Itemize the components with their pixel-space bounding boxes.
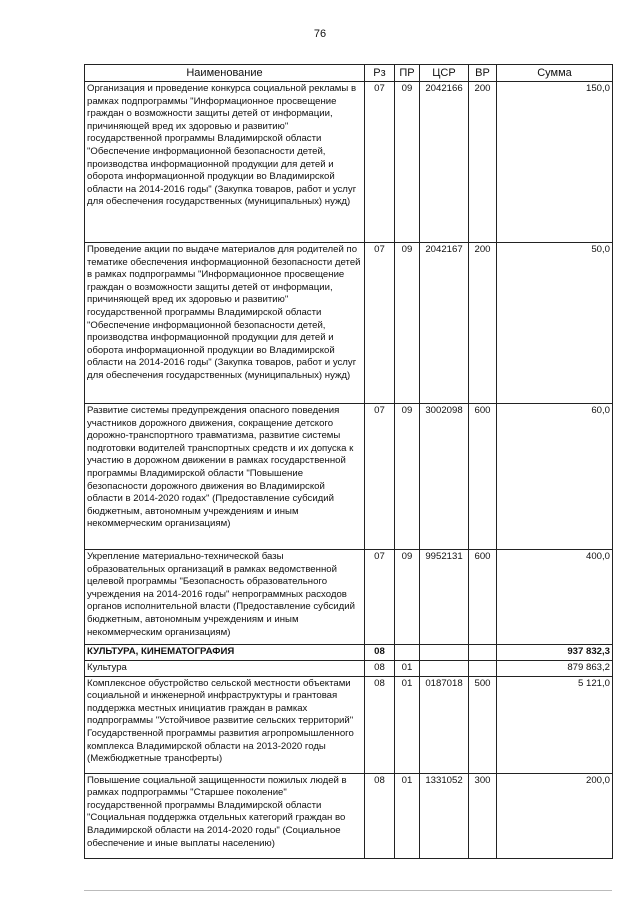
- row-sum: 50,0: [497, 243, 613, 404]
- table-row: [85, 243, 613, 404]
- header-csr: ЦСР: [420, 65, 469, 82]
- budget-table: [84, 64, 613, 859]
- row-csr: 9952131: [420, 550, 469, 645]
- table-header-row: [85, 65, 613, 82]
- row-rz: 07: [365, 404, 395, 550]
- row-name: Укрепление материально-технической базы образовательных организаций в рамках ведомственной целевой программы "Безопасность образовательного учреждения на 2014-2016 годы" непрограммных расходов органов исполнительной власти (Предоставление субсидий бюджетным, автономным учреждениям и иным некоммерческим организациям): [85, 550, 365, 645]
- header-pr: ПР: [395, 65, 420, 82]
- row-name: Проведение акции по выдаче материалов для родителей по тематике обеспечения информационной безопасности детей в рамках подпрограммы "Информационное просвещение граждан о возможности защиты детей от информации, причиняющей вред их здоровью и развитию" государственной программы Владимирской области "Обеспечение информационной безопасности детей, производства информационной продукции для детей и оборота информационной продукции во Владимирской области на 2014-2016 годы" (Закупка товаров, работ и услуг для обеспечения государственных (муниципальных) нужд): [85, 243, 365, 404]
- bottom-scan-line: [84, 890, 612, 891]
- row-vr: 300: [469, 773, 497, 858]
- row-name: Повышение социальной защищенности пожилых людей в рамках подпрограммы "Старшее поколение" государственной программы Владимирской области "Социальная поддержка отдельных категорий граждан во Владимирской области на 2014-2020 годы" (Социальное обеспечение и иные выплаты населению): [85, 773, 365, 858]
- row-name: Организация и проведение конкурса социальной рекламы в рамках подпрограммы "Информационное просвещение граждан о возможности защиты детей от информации, причиняющей вред их здоровью и развитию" государственной программы Владимирской области "Обеспечение информационной безопасности детей, производства информационной продукции для детей и оборота информационной продукции во Владимирской области на 2014-2016 годы" (Закупка товаров, работ и услуг для обеспечения государственных (муниципальных) нужд): [85, 82, 365, 243]
- table-row: [85, 550, 613, 645]
- row-name: Развитие системы предупреждения опасного поведения участников дорожного движения, сокращение детского дорожно-транспортного травматизма, развитие системы подготовки водителей транспортных средств и их допуска к участию в дорожном движении в рамках государственной программы Владимирской области "Повышение безопасности дорожного движения во Владимирской области в 2014-2020 годах" (Предоставление субсидий бюджетным, автономным учреждениям и иным некоммерческим организациям): [85, 404, 365, 550]
- row-vr: 200: [469, 243, 497, 404]
- header-sum: Сумма: [497, 65, 613, 82]
- subsection-csr: [420, 661, 469, 677]
- section-rz: 08: [365, 645, 395, 661]
- row-vr: 600: [469, 550, 497, 645]
- header-rz: Рз: [365, 65, 395, 82]
- table-row: [85, 676, 613, 773]
- row-name: Комплексное обустройство сельской местности объектами социальной и инженерной инфраструктуры и грантовая поддержка местных инициатив граждан в рамках подпрограммы "Устойчивое развитие сельских территорий" Государственной программы развития агропромышленного комплекса Владимирской области на 2013-2020 годы (Межбюджетные трансферты): [85, 676, 365, 773]
- header-vr: ВР: [469, 65, 497, 82]
- row-sum: 150,0: [497, 82, 613, 243]
- subsection-rz: 08: [365, 661, 395, 677]
- row-pr: 09: [395, 82, 420, 243]
- row-vr: 200: [469, 82, 497, 243]
- table-row: [85, 404, 613, 550]
- page-number: 76: [313, 28, 327, 40]
- section-name: КУЛЬТУРА, КИНЕМАТОГРАФИЯ: [85, 645, 365, 661]
- row-sum: 200,0: [497, 773, 613, 858]
- row-pr: 09: [395, 243, 420, 404]
- row-csr: 3002098: [420, 404, 469, 550]
- section-sum: 937 832,3: [497, 645, 613, 661]
- row-vr: 500: [469, 676, 497, 773]
- row-pr: 09: [395, 404, 420, 550]
- row-rz: 08: [365, 676, 395, 773]
- row-sum: 400,0: [497, 550, 613, 645]
- subsection-vr: [469, 661, 497, 677]
- section-row: [85, 645, 613, 661]
- row-pr: 01: [395, 773, 420, 858]
- row-pr: 09: [395, 550, 420, 645]
- subsection-name: Культура: [85, 661, 365, 677]
- subsection-row: [85, 661, 613, 677]
- row-csr: 1331052: [420, 773, 469, 858]
- row-csr: 2042166: [420, 82, 469, 243]
- row-csr: 2042167: [420, 243, 469, 404]
- table-row: [85, 82, 613, 243]
- row-sum: 5 121,0: [497, 676, 613, 773]
- header-name: Наименование: [85, 65, 365, 82]
- subsection-pr: 01: [395, 661, 420, 677]
- row-sum: 60,0: [497, 404, 613, 550]
- section-csr: [420, 645, 469, 661]
- row-csr: 0187018: [420, 676, 469, 773]
- row-vr: 600: [469, 404, 497, 550]
- subsection-sum: 879 863,2: [497, 661, 613, 677]
- row-pr: 01: [395, 676, 420, 773]
- row-rz: 07: [365, 243, 395, 404]
- table-row: [85, 773, 613, 858]
- row-rz: 07: [365, 82, 395, 243]
- row-rz: 07: [365, 550, 395, 645]
- section-pr: [395, 645, 420, 661]
- section-vr: [469, 645, 497, 661]
- row-rz: 08: [365, 773, 395, 858]
